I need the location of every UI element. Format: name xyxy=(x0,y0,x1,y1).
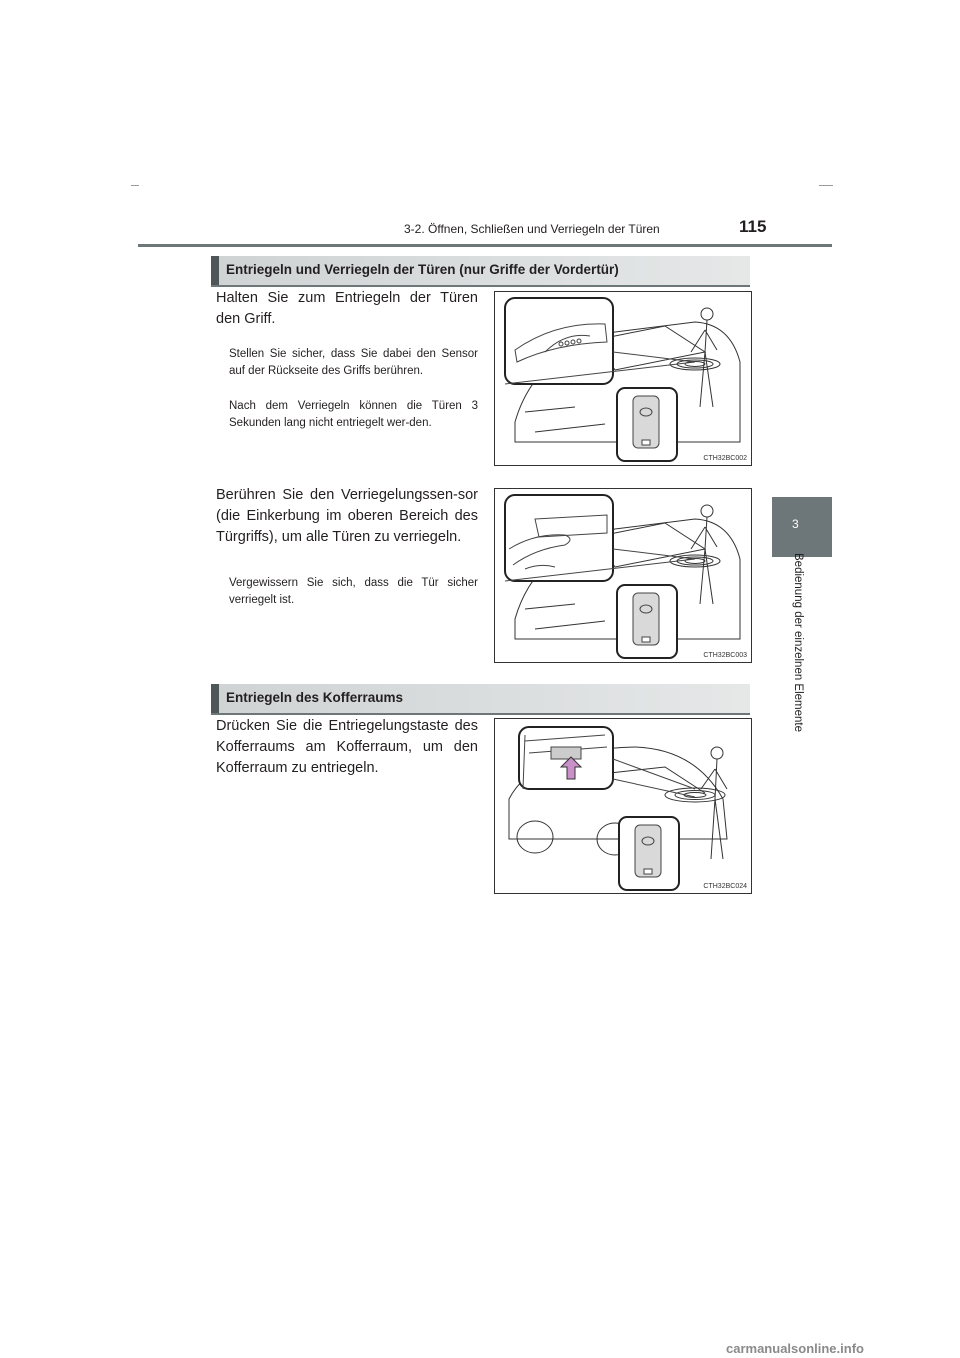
section-heading-rule xyxy=(211,713,750,715)
crop-mark-right xyxy=(819,185,833,186)
figure-unlock-door xyxy=(494,291,752,466)
figure-code: CTH32BC002 xyxy=(703,455,747,462)
page-number: 115 xyxy=(739,217,767,236)
section-heading-rule xyxy=(211,285,750,287)
note-lock-delay: Nach dem Verriegeln können die Türen 3 Sekunden lang nicht entriegelt wer-den. xyxy=(229,400,478,429)
instruction-unlock: Halten Sie zum Entriegeln der Türen den Griff. xyxy=(216,290,478,327)
section-heading-trunk xyxy=(211,684,750,713)
car-door-illustration xyxy=(495,489,751,662)
section-heading-marker xyxy=(211,256,219,285)
instruction-unlock-trunk: Drücken Sie die Entriegelungstaste des Kofferraums am Kofferraum, um den Kofferraum zu entriegeln. xyxy=(216,718,478,776)
section-heading-doors xyxy=(211,256,750,285)
car-door-illustration xyxy=(495,292,751,465)
note-verify-lock: Vergewissern Sie sich, dass die Tür sicher verriegelt ist. xyxy=(229,577,478,606)
figure-code: CTH32BC003 xyxy=(703,652,747,659)
running-header: 3-2. Öffnen, Schließen und Verriegeln der Türen xyxy=(404,222,660,236)
section-title: Entriegeln des Kofferraums xyxy=(226,690,404,705)
section-title: Entriegeln und Verriegeln der Türen (nur Griffe der Vordertür) xyxy=(226,262,619,277)
figure-unlock-trunk xyxy=(494,718,752,894)
chapter-label: Bedienung der einzelnen Elemente xyxy=(792,553,804,733)
header-rule xyxy=(138,244,832,247)
chapter-tab xyxy=(772,497,832,557)
chapter-label-vertical xyxy=(784,553,802,773)
crop-mark-left xyxy=(131,185,139,186)
note-sensor: Stellen Sie sicher, dass Sie dabei den Sensor auf der Rückseite des Griffs berühren. xyxy=(229,348,478,377)
figure-code: CTH32BC024 xyxy=(703,883,747,890)
car-trunk-illustration xyxy=(495,719,751,893)
section-heading-marker xyxy=(211,684,219,713)
instruction-lock: Berühren Sie den Verriegelungssen-sor (die Einkerbung im oberen Bereich des Türgriffs), um alle Türen zu verriegeln. xyxy=(216,487,478,545)
chapter-number: 3 xyxy=(792,517,799,531)
watermark: carmanualsonline.info xyxy=(726,1341,864,1356)
figure-lock-door xyxy=(494,488,752,663)
